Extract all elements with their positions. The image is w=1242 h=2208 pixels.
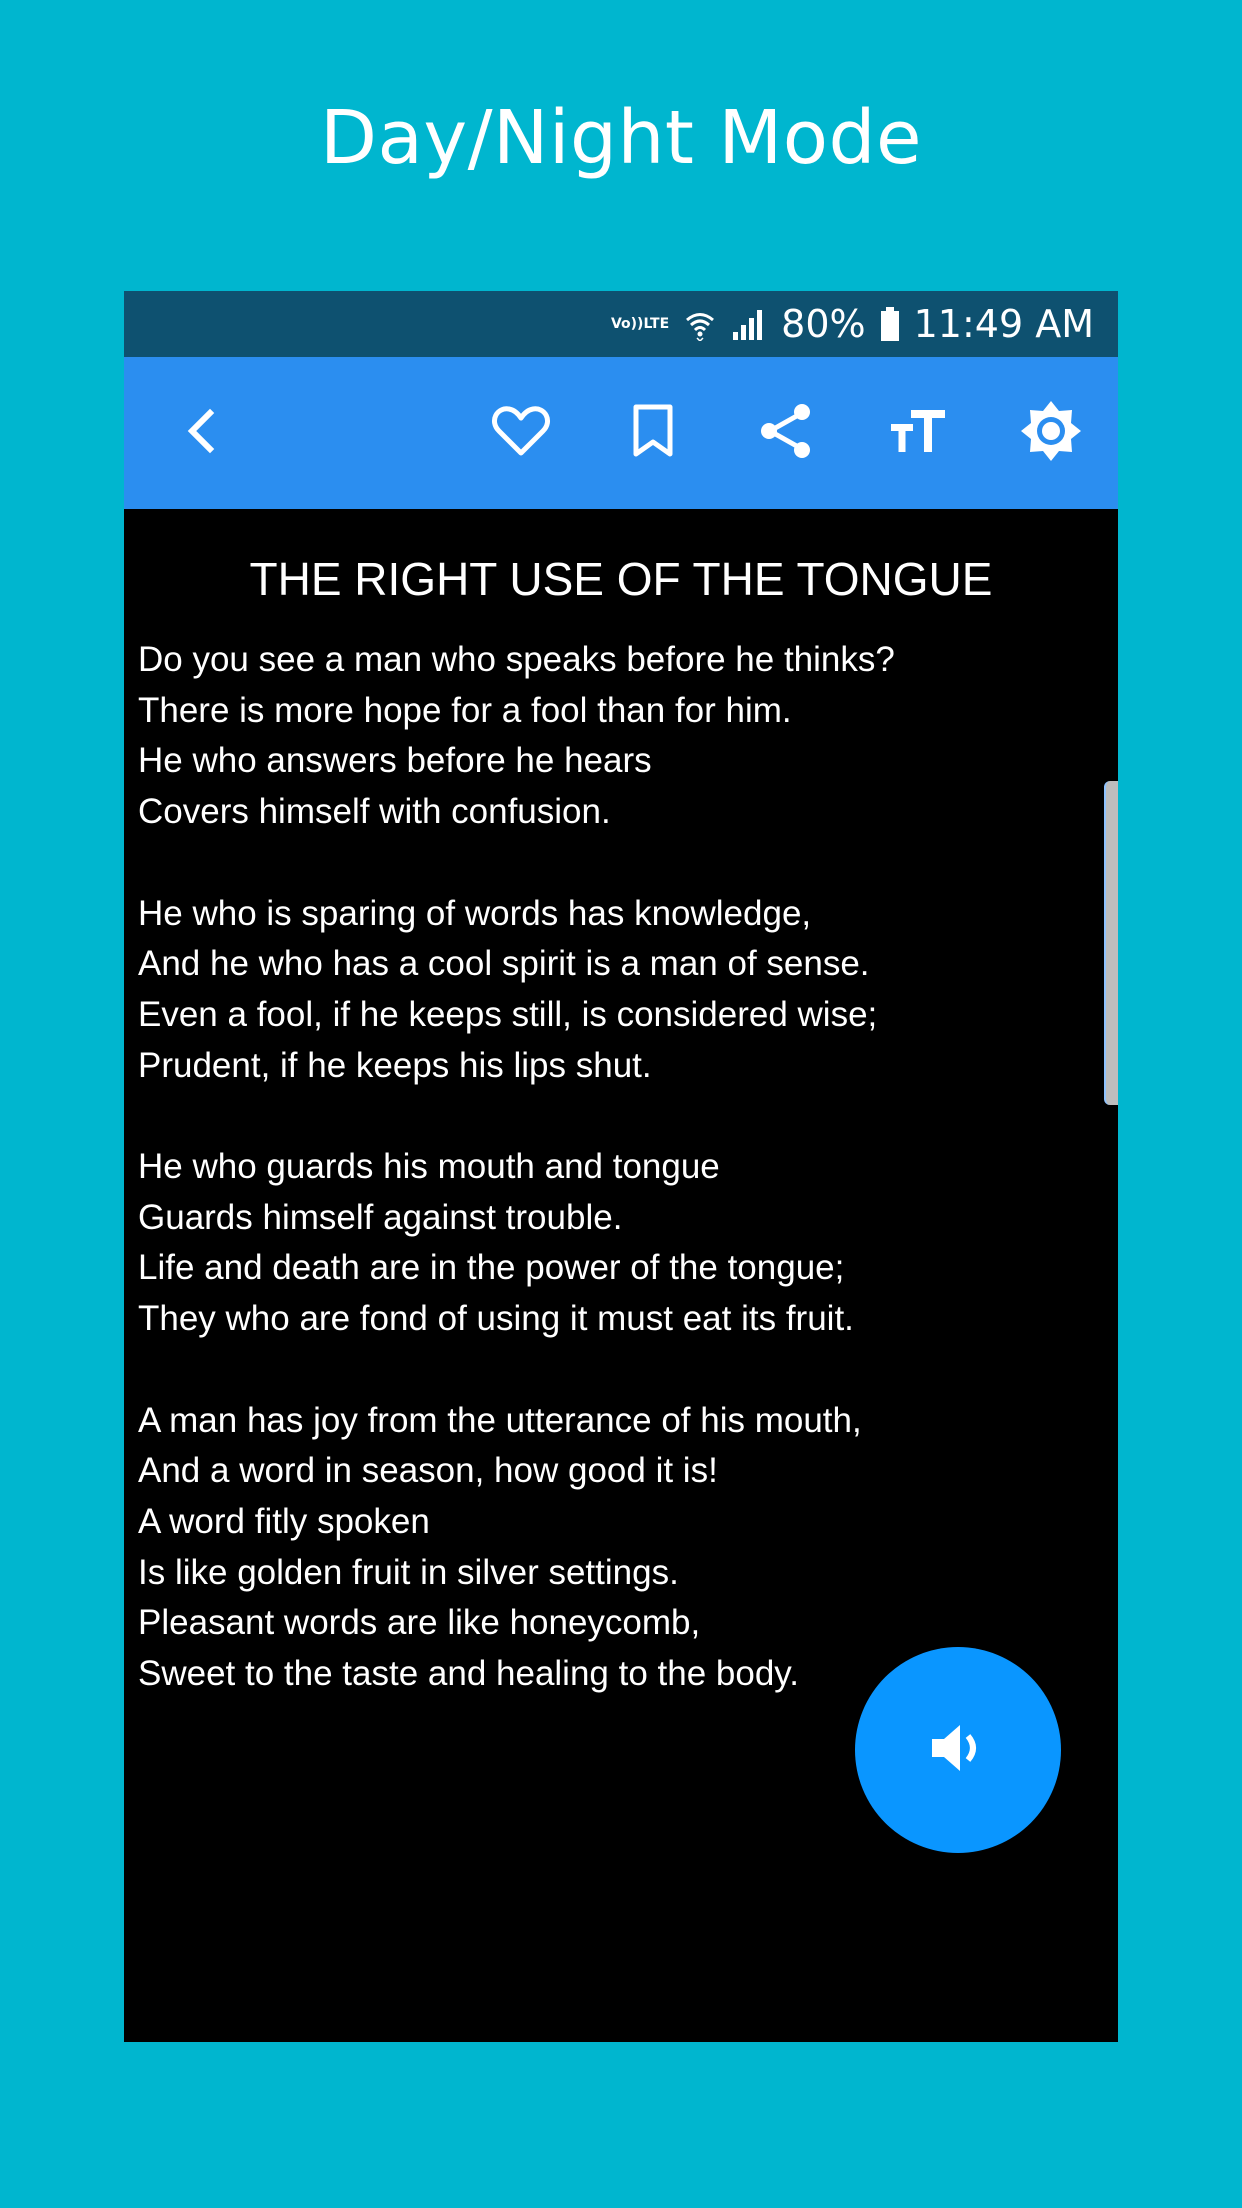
battery-percent: 80%: [781, 302, 866, 346]
poem-title: THE RIGHT USE OF THE TONGUE: [249, 553, 993, 605]
back-chevron-icon: [182, 407, 222, 459]
status-bar: [124, 291, 1118, 357]
bookmark-icon: [631, 404, 675, 462]
poem-line: He who is sparing of words has knowledge,: [138, 893, 812, 933]
poem-line: A man has joy from the utterance of his mouth,: [138, 1400, 862, 1440]
poem-text: [138, 635, 1078, 1750]
poem-line: Prudent, if he keeps his lips shut.: [138, 1045, 652, 1085]
volte-icon: [611, 316, 669, 332]
brightness-button[interactable]: [1011, 393, 1091, 473]
scrollbar-thumb[interactable]: [1104, 781, 1118, 1105]
toolbar: [124, 357, 1118, 509]
heart-icon: [491, 403, 551, 463]
status-time: 11:49 AM: [913, 302, 1094, 346]
poem-line: Even a fool, if he keeps still, is considered wise;: [138, 994, 878, 1034]
poem-line: And he who has a cool spirit is a man of sense.: [138, 944, 870, 984]
speaker-icon: [928, 1720, 988, 1780]
share-button[interactable]: [746, 393, 826, 473]
poem-line: And a word in season, how good it is!: [138, 1451, 718, 1491]
poem-line: Covers himself with confusion.: [138, 792, 611, 832]
read-aloud-button[interactable]: [855, 1647, 1061, 1853]
stanza: [138, 889, 1078, 1092]
phone-screen: [124, 291, 1118, 2042]
poem-line: Guards himself against trouble.: [138, 1197, 623, 1237]
poem-line: Is like golden fruit in silver settings.: [138, 1552, 679, 1592]
poem-line: Do you see a man who speaks before he thinks?: [138, 640, 895, 679]
favorite-button[interactable]: [481, 393, 561, 473]
brightness-icon: [1019, 399, 1083, 467]
volte-label-top: Vo)): [610, 316, 644, 332]
back-button[interactable]: [162, 393, 242, 473]
poem-line: There is more hope for a fool than for him.: [138, 690, 792, 730]
battery-icon: [880, 307, 900, 341]
poem-line: He who answers before he hears: [138, 741, 652, 781]
text-size-button[interactable]: [878, 393, 958, 473]
stanza: [138, 635, 1078, 838]
poem-line: Sweet to the taste and healing to the body.: [138, 1654, 799, 1694]
bookmark-button[interactable]: [613, 393, 693, 473]
poem-line: They who are fond of using it must eat its fruit.: [138, 1299, 854, 1339]
poem-line: A word fitly spoken: [138, 1501, 430, 1541]
status-icons: [611, 291, 1094, 357]
poem-line: He who guards his mouth and tongue: [138, 1147, 720, 1186]
share-icon: [758, 402, 814, 464]
text-size-icon: [889, 406, 947, 460]
volte-label-bottom: LTE: [643, 316, 670, 332]
stanza: [138, 1142, 1078, 1345]
wifi-icon: [683, 307, 717, 341]
promo-title: Day/Night Mode: [320, 95, 922, 181]
poem-line: Life and death are in the power of the tongue;: [138, 1248, 845, 1288]
signal-icon: [731, 308, 767, 340]
poem-line: Pleasant words are like honeycomb,: [138, 1603, 701, 1643]
